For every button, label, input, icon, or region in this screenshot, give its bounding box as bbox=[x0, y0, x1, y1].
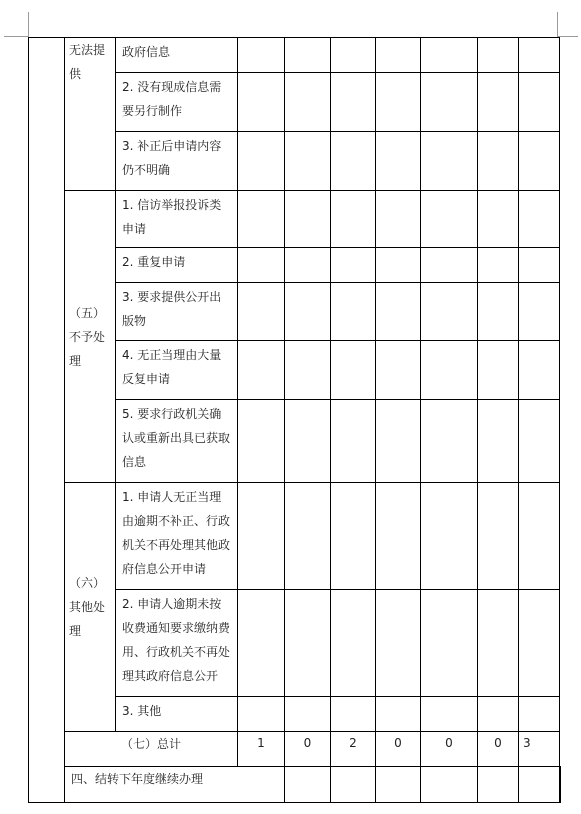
data-cell bbox=[331, 73, 376, 132]
item-text: 政府信息 bbox=[122, 45, 171, 59]
data-cell bbox=[285, 132, 331, 191]
data-cell bbox=[376, 483, 421, 590]
data-cell bbox=[478, 248, 519, 283]
data-cell bbox=[478, 283, 519, 341]
total-value bbox=[331, 732, 376, 767]
data-cell bbox=[519, 73, 560, 132]
data-cell bbox=[238, 248, 285, 283]
data-cell bbox=[478, 400, 519, 483]
data-cell bbox=[421, 400, 478, 483]
item-text: 3. 其他 bbox=[122, 704, 162, 718]
item-other-3 bbox=[116, 697, 238, 732]
data-cell bbox=[331, 283, 376, 341]
data-cell bbox=[421, 191, 478, 248]
item-not-processed-3 bbox=[116, 283, 238, 341]
data-cell bbox=[285, 590, 331, 697]
data-cell bbox=[376, 132, 421, 191]
data-cell bbox=[376, 590, 421, 697]
item-text: 4. 无正当理由大量反复申请 bbox=[122, 348, 222, 386]
data-cell bbox=[519, 248, 560, 283]
data-cell bbox=[519, 132, 560, 191]
data-cell bbox=[238, 191, 285, 248]
item-not-processed-4 bbox=[116, 341, 238, 400]
item-text: 5. 要求行政机关确认或重新出具已获取信息 bbox=[122, 407, 231, 469]
data-cell bbox=[519, 697, 560, 732]
data-cell bbox=[376, 248, 421, 283]
item-unable-provide-1 bbox=[116, 38, 238, 73]
data-cell bbox=[285, 483, 331, 590]
item-text: 1. 信访举报投诉类申请 bbox=[122, 198, 222, 236]
data-cell bbox=[285, 341, 331, 400]
data-cell bbox=[331, 400, 376, 483]
data-cell bbox=[376, 283, 421, 341]
category-other-processing bbox=[65, 483, 116, 732]
carry-over-label: 四、结转下年度继续办理 bbox=[71, 772, 204, 786]
total-value bbox=[238, 732, 285, 767]
data-cell bbox=[285, 697, 331, 732]
data-cell bbox=[519, 341, 560, 400]
data-cell bbox=[331, 590, 376, 697]
total-value bbox=[478, 732, 519, 767]
data-cell bbox=[238, 283, 285, 341]
data-cell bbox=[331, 341, 376, 400]
data-cell bbox=[519, 191, 560, 248]
data-cell bbox=[331, 767, 376, 803]
item-not-processed-2 bbox=[116, 248, 238, 283]
item-text: 3. 要求提供公开出版物 bbox=[122, 290, 222, 328]
total-value-text: 1 bbox=[257, 736, 265, 750]
category-other-processing-label: （六）其他处理 bbox=[69, 576, 106, 638]
item-text: 2. 申请人逾期未按收费通知要求缴纳费用、行政机关不再处理其政府信息公开 bbox=[122, 597, 231, 683]
outer-category-cell bbox=[29, 38, 65, 803]
item-unable-provide-3 bbox=[116, 132, 238, 191]
data-cell bbox=[331, 483, 376, 590]
data-cell bbox=[238, 400, 285, 483]
carry-over-label-cell bbox=[65, 767, 285, 803]
total-value bbox=[285, 732, 331, 767]
data-cell bbox=[478, 483, 519, 590]
total-value bbox=[519, 732, 560, 767]
data-cell bbox=[238, 73, 285, 132]
data-cell bbox=[421, 483, 478, 590]
data-cell bbox=[421, 341, 478, 400]
data-cell bbox=[478, 341, 519, 400]
total-value-text: 0 bbox=[494, 736, 502, 750]
data-cell bbox=[421, 38, 478, 73]
data-cell bbox=[285, 767, 331, 803]
data-cell bbox=[421, 767, 478, 803]
data-cell bbox=[331, 132, 376, 191]
total-value bbox=[421, 732, 478, 767]
data-cell bbox=[331, 248, 376, 283]
data-cell bbox=[376, 38, 421, 73]
total-label: （七）总计 bbox=[120, 737, 181, 751]
total-label-cell bbox=[65, 732, 238, 767]
data-cell bbox=[376, 767, 421, 803]
data-cell bbox=[421, 590, 478, 697]
data-cell bbox=[238, 697, 285, 732]
data-cell bbox=[478, 38, 519, 73]
data-cell bbox=[285, 73, 331, 132]
data-cell bbox=[238, 483, 285, 590]
item-not-processed-1 bbox=[116, 191, 238, 248]
page-corner-mark-left-v bbox=[28, 12, 29, 37]
data-cell bbox=[519, 400, 560, 483]
category-not-processed bbox=[65, 191, 116, 483]
data-cell bbox=[560, 767, 561, 803]
item-other-1 bbox=[116, 483, 238, 590]
category-not-processed-label: （五）不予处理 bbox=[69, 305, 106, 368]
data-cell bbox=[285, 191, 331, 248]
page-corner-mark-left-h bbox=[4, 36, 28, 37]
data-cell bbox=[519, 38, 560, 73]
data-cell bbox=[421, 73, 478, 132]
data-cell bbox=[331, 697, 376, 732]
data-cell bbox=[519, 767, 560, 803]
data-cell bbox=[376, 697, 421, 732]
disclosure-table bbox=[28, 37, 561, 803]
total-value bbox=[376, 732, 421, 767]
data-cell bbox=[421, 248, 478, 283]
item-not-processed-5 bbox=[116, 400, 238, 483]
data-cell bbox=[519, 283, 560, 341]
data-cell bbox=[285, 38, 331, 73]
item-other-2 bbox=[116, 590, 238, 697]
item-unable-provide-2 bbox=[116, 73, 238, 132]
data-cell bbox=[376, 191, 421, 248]
data-cell bbox=[478, 132, 519, 191]
data-cell bbox=[478, 191, 519, 248]
data-cell bbox=[238, 341, 285, 400]
data-cell bbox=[376, 341, 421, 400]
item-text: 2. 重复申请 bbox=[122, 255, 186, 269]
total-value-text: 0 bbox=[445, 736, 453, 750]
data-cell bbox=[285, 248, 331, 283]
data-cell bbox=[478, 697, 519, 732]
data-cell bbox=[478, 590, 519, 697]
data-cell bbox=[519, 483, 560, 590]
data-cell bbox=[285, 283, 331, 341]
data-cell bbox=[331, 191, 376, 248]
data-cell bbox=[376, 73, 421, 132]
data-cell bbox=[421, 697, 478, 732]
category-unable-provide-label: 无法提供 bbox=[69, 43, 106, 81]
data-cell bbox=[519, 590, 560, 697]
total-value-text: 0 bbox=[303, 736, 312, 750]
data-cell bbox=[478, 767, 519, 803]
item-text: 2. 没有现成信息需要另行制作 bbox=[122, 80, 222, 118]
total-value-text: 3 bbox=[523, 736, 531, 750]
data-cell bbox=[238, 38, 285, 73]
item-text: 1. 申请人无正当理由逾期不补正、行政机关不再处理其他政府信息公开申请 bbox=[122, 490, 231, 576]
data-cell bbox=[421, 283, 478, 341]
data-cell bbox=[331, 38, 376, 73]
data-cell bbox=[238, 590, 285, 697]
category-unable-provide bbox=[65, 38, 116, 191]
page-corner-mark-right-v bbox=[557, 12, 558, 37]
total-value-text: 0 bbox=[394, 736, 402, 750]
data-cell bbox=[421, 132, 478, 191]
page-corner-mark-right-h bbox=[558, 36, 578, 37]
data-cell bbox=[478, 73, 519, 132]
item-text: 3. 补正后申请内容仍不明确 bbox=[122, 139, 222, 177]
data-cell bbox=[238, 132, 285, 191]
data-cell bbox=[285, 400, 331, 483]
data-cell bbox=[376, 400, 421, 483]
total-value-text: 2 bbox=[349, 736, 357, 750]
